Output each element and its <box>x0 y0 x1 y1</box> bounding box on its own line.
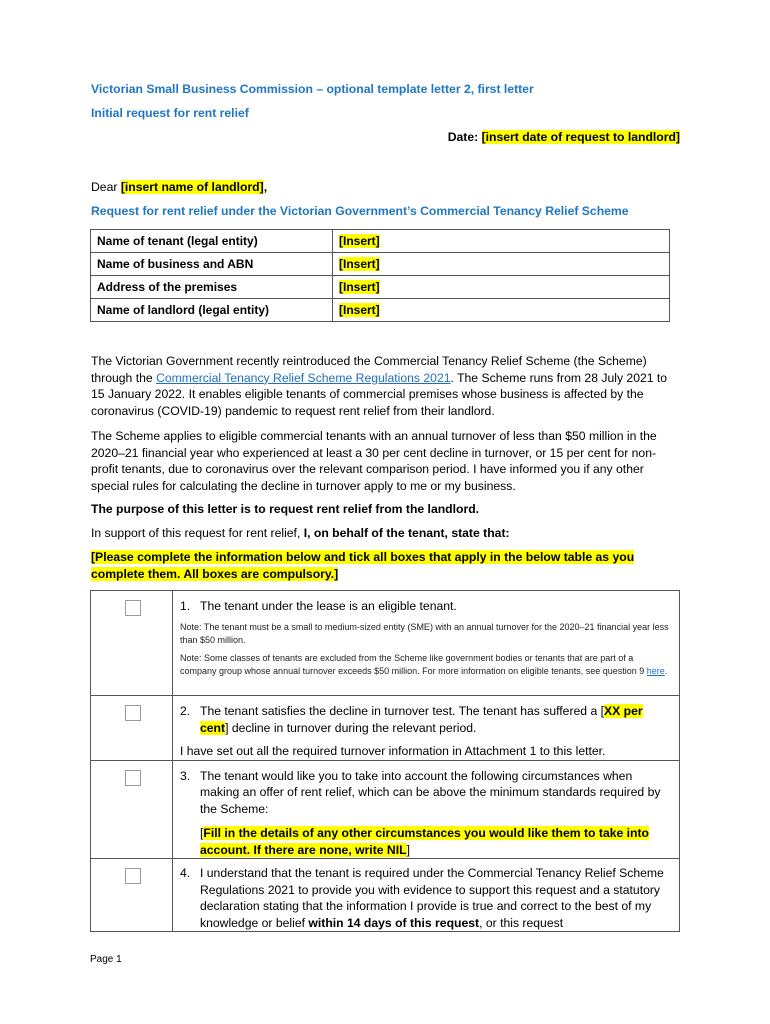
item-text-bold: within 14 days of this request <box>308 915 480 930</box>
info-label: Name of landlord (legal entity) <box>91 299 333 322</box>
table-row <box>91 230 670 253</box>
item-text-after: , or this request <box>479 915 564 930</box>
item-text-after: ] decline in turnover during the relevant period. <box>225 720 477 735</box>
scheme-intro-paragraph <box>91 353 681 419</box>
checkbox-turnover-test[interactable] <box>125 705 141 721</box>
item-text-cell <box>173 859 680 932</box>
info-value <box>333 253 670 276</box>
item-extra: I have set out all the required turnover information in Attachment 1 to this letter. <box>180 744 606 758</box>
scheme-eligibility-paragraph: The Scheme applies to eligible commercial tenants with an annual turnover of less than $50 million in the 2020–21 financial year who experienced at least a 30 per cent decline in turnover, or 15 per cent for non-profit tenants, due to coronavirus over the relevant comparison period. I have informed you if any other special rules for calculating the decline in turnover apply to me or my business. <box>91 429 657 493</box>
regulations-link[interactable]: Commercial Tenancy Relief Scheme Regulations 2021 <box>156 370 451 385</box>
insert-placeholder: [Insert] <box>339 280 380 294</box>
info-label: Name of tenant (legal entity) <box>91 230 333 253</box>
table-row <box>91 276 670 299</box>
table-row <box>91 760 680 859</box>
item-text-cell <box>173 696 680 761</box>
salutation-prefix: Dear <box>91 180 121 194</box>
support-statement <box>91 525 681 542</box>
table-row <box>91 696 680 761</box>
item-text-cell <box>173 591 680 696</box>
item-number: 3. <box>180 768 191 783</box>
para1-after: . The Scheme runs from 28 July 2021 to 15 January 2022. It enables eligible tenants of commercial premises whose business is affected by the coronavirus (COVID-19) pandemic to request rent relief from their landlord. <box>91 370 668 418</box>
note-before: Note: Some classes of tenants are excluded from the Scheme like government bodies or tenants that are part of a company group whose annual turnover exceeds $50 million. For more information on eligible tenants, see question 9 <box>180 652 647 676</box>
support-before: In support of this request for rent relief, <box>91 526 304 540</box>
item-text-before: I understand that the tenant is required under the Commercial Tenancy Relief Scheme Regulations 2021 to provide you with evidence to support this request and a statutory declaration stating that the information I provide is true and correct to the best of my knowledge or belief <box>200 866 664 930</box>
item-number: 4. <box>180 866 191 880</box>
insert-placeholder: [Insert] <box>339 303 380 317</box>
item-note <box>180 652 671 678</box>
info-label: Name of business and ABN <box>91 253 333 276</box>
eligibility-link[interactable]: here <box>646 665 665 676</box>
date-placeholder: [insert date of request to landlord] <box>481 130 680 144</box>
item-text-before: The tenant satisfies the decline in turnover test. The tenant has suffered a [ <box>200 704 605 718</box>
info-value <box>333 230 670 253</box>
fill-close: ] <box>406 842 410 857</box>
info-label: Address of the premises <box>91 276 333 299</box>
table-row <box>91 859 680 932</box>
list-item <box>180 768 671 818</box>
list-item <box>180 598 671 615</box>
fill-open: [ <box>200 826 204 840</box>
landlord-name-placeholder: [insert name of landlord] <box>120 180 264 194</box>
note-after: . <box>664 665 668 676</box>
item-text: The tenant would like you to take into account the following circumstances when making an offer of rent relief, which can be above the minimum standards required by the Scheme: <box>200 768 661 816</box>
info-value <box>333 276 670 299</box>
item-number: 2. <box>180 704 191 718</box>
tenant-info-table <box>90 229 670 322</box>
checkbox-cell <box>91 696 173 761</box>
item-number: 1. <box>180 599 191 613</box>
insert-placeholder: [Insert] <box>339 234 380 248</box>
checkbox-eligible-tenant[interactable] <box>125 600 141 616</box>
purpose-statement: The purpose of this letter is to request rent relief from the landlord. <box>91 502 480 516</box>
item-text <box>200 703 671 736</box>
circumstances-placeholder: Fill in the details of any other circumstances you would like them to take into account. If there are none, write NIL <box>200 826 649 857</box>
document-subtitle: Initial request for rent relief <box>91 106 249 120</box>
table-row <box>91 591 680 696</box>
table-row <box>91 299 670 322</box>
salutation <box>91 180 267 194</box>
item-text <box>200 865 671 931</box>
date-line <box>448 130 680 144</box>
insert-placeholder: [Insert] <box>339 257 380 271</box>
subject-heading: Request for rent relief under the Victorian Government’s Commercial Tenancy Relief Scheme <box>91 204 629 218</box>
para1-before: The Victorian Government recently reintroduced the Commercial Tenancy Relief Scheme (the Scheme) through the <box>91 354 647 385</box>
declaration-checklist <box>90 590 680 932</box>
item-text-cell <box>173 760 680 859</box>
checkbox-cell <box>91 859 173 932</box>
info-value <box>333 299 670 322</box>
checkbox-cell <box>91 760 173 859</box>
table-row <box>91 253 670 276</box>
checkbox-cell <box>91 591 173 696</box>
circumstances-fill <box>200 825 671 858</box>
list-item <box>180 865 671 931</box>
decline-placeholder: XX per cent <box>200 704 643 735</box>
salutation-suffix: , <box>263 180 268 194</box>
instruction-text <box>91 549 681 582</box>
item-text: The tenant under the lease is an eligible tenant. <box>200 599 457 613</box>
page-number: Page 1 <box>90 954 122 965</box>
document-title: Victorian Small Business Commission – optional template letter 2, first letter <box>91 82 534 96</box>
checkbox-circumstances[interactable] <box>125 770 141 786</box>
checkbox-evidence[interactable] <box>125 868 141 884</box>
instruction-highlight: [Please complete the information below and tick all boxes that apply in the below table as you complete them. All boxes are compulsory.] <box>91 550 635 581</box>
list-item <box>180 703 671 736</box>
support-bold: I, on behalf of the tenant, state that: <box>303 526 510 540</box>
date-label: Date: <box>447 130 482 144</box>
item-note: Note: The tenant must be a small to medium-sized entity (SME) with an annual turnover for the 2020–21 financial year less than $50 million. <box>180 621 669 645</box>
